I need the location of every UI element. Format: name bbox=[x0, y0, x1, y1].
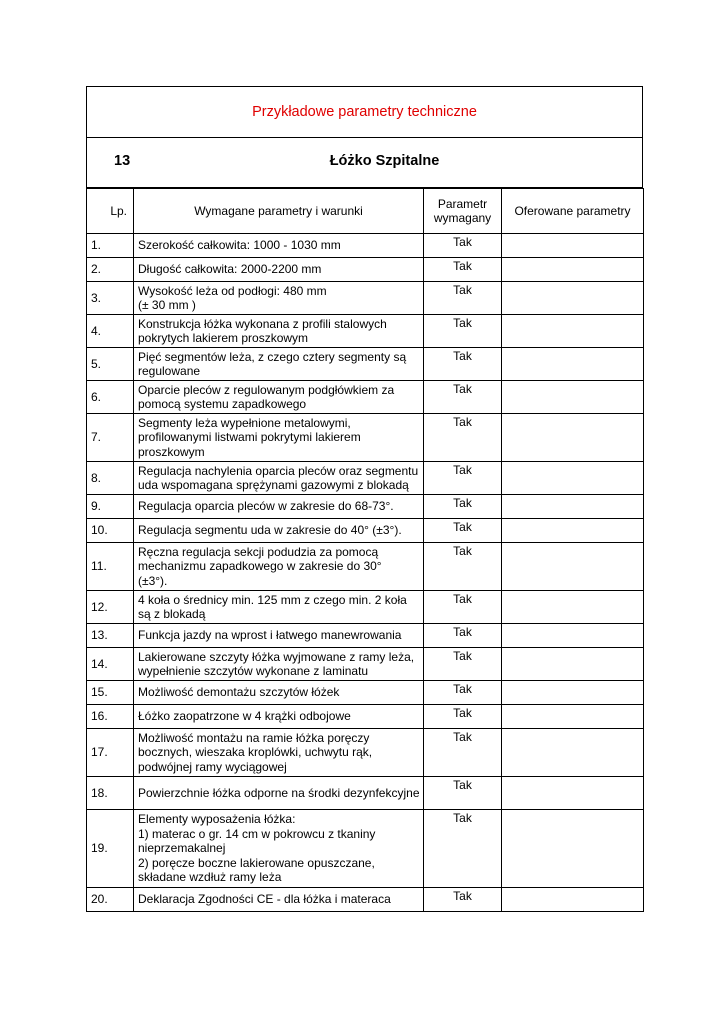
row-description: Lakierowane szczyty łóżka wyjmowane z ramy leża, wypełnienie szczytów wykonane z laminatu bbox=[134, 648, 424, 681]
row-required: Tak bbox=[424, 810, 502, 888]
row-offered[interactable] bbox=[502, 810, 644, 888]
table-row bbox=[87, 348, 644, 381]
table-row bbox=[87, 381, 644, 414]
row-offered[interactable] bbox=[502, 348, 644, 381]
row-description: 4 koła o średnicy min. 125 mm z czego min. 2 koła są z blokadą bbox=[134, 591, 424, 624]
table-row bbox=[87, 705, 644, 729]
row-offered[interactable] bbox=[502, 543, 644, 591]
row-required: Tak bbox=[424, 681, 502, 705]
row-description: Elementy wyposażenia łóżka: 1) materac o gr. 14 cm w pokrowcu z tkaniny nieprzemakalnej 2) poręcze boczne lakierowane opuszczane, składane wzdłuż ramy leża bbox=[134, 810, 424, 888]
row-required: Tak bbox=[424, 624, 502, 648]
table-row bbox=[87, 624, 644, 648]
row-required: Tak bbox=[424, 648, 502, 681]
row-offered[interactable] bbox=[502, 777, 644, 810]
table-row bbox=[87, 495, 644, 519]
row-required: Tak bbox=[424, 495, 502, 519]
row-offered[interactable] bbox=[502, 681, 644, 705]
header-params: Wymagane parametry i warunki bbox=[134, 189, 424, 234]
row-required: Tak bbox=[424, 777, 502, 810]
title-row bbox=[87, 87, 642, 138]
row-offered[interactable] bbox=[502, 282, 644, 315]
row-offered[interactable] bbox=[502, 414, 644, 462]
header-required: Parametr wymagany bbox=[424, 189, 502, 234]
row-offered[interactable] bbox=[502, 258, 644, 282]
row-description: Łóżko zaopatrzone w 4 krążki odbojowe bbox=[134, 705, 424, 729]
row-lp: 4. bbox=[87, 315, 134, 348]
row-required: Tak bbox=[424, 258, 502, 282]
row-offered[interactable] bbox=[502, 648, 644, 681]
row-description: Oparcie pleców z regulowanym podgłówkiem za pomocą systemu zapadkowego bbox=[134, 381, 424, 414]
row-lp: 12. bbox=[87, 591, 134, 624]
table-row bbox=[87, 681, 644, 705]
row-description: Regulacja oparcia pleców w zakresie do 68-73°. bbox=[134, 495, 424, 519]
row-offered[interactable] bbox=[502, 495, 644, 519]
row-description: Ręczna regulacja sekcji podudzia za pomocą mechanizmu zapadkowego w zakresie do 30° (±3°). bbox=[134, 543, 424, 591]
row-lp: 5. bbox=[87, 348, 134, 381]
row-lp: 2. bbox=[87, 258, 134, 282]
row-description: Powierzchnie łóżka odporne na środki dezynfekcyjne bbox=[134, 777, 424, 810]
parameters-table bbox=[86, 188, 644, 912]
row-lp: 3. bbox=[87, 282, 134, 315]
row-description: Szerokość całkowita: 1000 - 1030 mm bbox=[134, 234, 424, 258]
row-offered[interactable] bbox=[502, 462, 644, 495]
row-offered[interactable] bbox=[502, 705, 644, 729]
row-lp: 1. bbox=[87, 234, 134, 258]
row-description: Możliwość montażu na ramie łóżka poręczy bocznych, wieszaka kroplówki, uchwytu rąk, podwójnej ramy wyciągowej bbox=[134, 729, 424, 777]
spec-sheet bbox=[86, 86, 643, 912]
table-body bbox=[87, 234, 644, 912]
row-required: Tak bbox=[424, 414, 502, 462]
row-description: Funkcja jazdy na wprost i łatwego manewrowania bbox=[134, 624, 424, 648]
table-row bbox=[87, 315, 644, 348]
row-lp: 18. bbox=[87, 777, 134, 810]
table-row bbox=[87, 810, 644, 888]
row-lp: 15. bbox=[87, 681, 134, 705]
header-lp: Lp. bbox=[87, 189, 134, 234]
row-offered[interactable] bbox=[502, 591, 644, 624]
table-row bbox=[87, 729, 644, 777]
row-description: Regulacja nachylenia oparcia pleców oraz segmentu uda wspomagana sprężynami gazowymi z blokadą bbox=[134, 462, 424, 495]
row-lp: 10. bbox=[87, 519, 134, 543]
row-required: Tak bbox=[424, 315, 502, 348]
table-row bbox=[87, 777, 644, 810]
row-lp: 6. bbox=[87, 381, 134, 414]
row-description: Konstrukcja łóżka wykonana z profili stalowych pokrytych lakierem proszkowym bbox=[134, 315, 424, 348]
table-row bbox=[87, 282, 644, 315]
row-description: Regulacja segmentu uda w zakresie do 40° (±3°). bbox=[134, 519, 424, 543]
row-lp: 9. bbox=[87, 495, 134, 519]
table-row bbox=[87, 648, 644, 681]
table-row bbox=[87, 234, 644, 258]
row-required: Tak bbox=[424, 519, 502, 543]
row-offered[interactable] bbox=[502, 381, 644, 414]
row-offered[interactable] bbox=[502, 888, 644, 912]
item-name: Łóżko Szpitalne bbox=[329, 153, 440, 169]
row-required: Tak bbox=[424, 348, 502, 381]
row-description: Wysokość leża od podłogi: 480 mm (± 30 mm ) bbox=[134, 282, 424, 315]
table-row bbox=[87, 543, 644, 591]
row-description: Deklaracja Zgodności CE - dla łóżka i materaca bbox=[134, 888, 424, 912]
row-required: Tak bbox=[424, 462, 502, 495]
row-lp: 8. bbox=[87, 462, 134, 495]
row-required: Tak bbox=[424, 381, 502, 414]
row-offered[interactable] bbox=[502, 519, 644, 543]
table-header-row bbox=[87, 189, 644, 234]
table-row bbox=[87, 414, 644, 462]
table-row bbox=[87, 888, 644, 912]
item-number: 13 bbox=[114, 153, 131, 169]
row-required: Tak bbox=[424, 543, 502, 591]
row-lp: 19. bbox=[87, 810, 134, 888]
row-required: Tak bbox=[424, 705, 502, 729]
row-offered[interactable] bbox=[502, 624, 644, 648]
row-lp: 14. bbox=[87, 648, 134, 681]
row-description: Pięć segmentów leża, z czego cztery segmenty są regulowane bbox=[134, 348, 424, 381]
row-required: Tak bbox=[424, 888, 502, 912]
item-row bbox=[87, 138, 642, 188]
row-lp: 13. bbox=[87, 624, 134, 648]
row-required: Tak bbox=[424, 591, 502, 624]
row-description: Możliwość demontażu szczytów łóżek bbox=[134, 681, 424, 705]
row-required: Tak bbox=[424, 282, 502, 315]
table-row bbox=[87, 519, 644, 543]
row-description: Długość całkowita: 2000-2200 mm bbox=[134, 258, 424, 282]
spec-header-box bbox=[86, 86, 643, 189]
row-offered[interactable] bbox=[502, 729, 644, 777]
row-offered[interactable] bbox=[502, 234, 644, 258]
row-required: Tak bbox=[424, 729, 502, 777]
row-lp: 16. bbox=[87, 705, 134, 729]
row-description: Segmenty leża wypełnione metalowymi, profilowanymi listwami pokrytymi lakierem proszkowym bbox=[134, 414, 424, 462]
row-lp: 7. bbox=[87, 414, 134, 462]
row-lp: 11. bbox=[87, 543, 134, 591]
table-row bbox=[87, 258, 644, 282]
row-offered[interactable] bbox=[502, 315, 644, 348]
page-title: Przykładowe parametry techniczne bbox=[252, 104, 477, 120]
row-required: Tak bbox=[424, 234, 502, 258]
table-row bbox=[87, 591, 644, 624]
table-row bbox=[87, 462, 644, 495]
header-offered: Oferowane parametry bbox=[502, 189, 644, 234]
row-lp: 20. bbox=[87, 888, 134, 912]
row-lp: 17. bbox=[87, 729, 134, 777]
